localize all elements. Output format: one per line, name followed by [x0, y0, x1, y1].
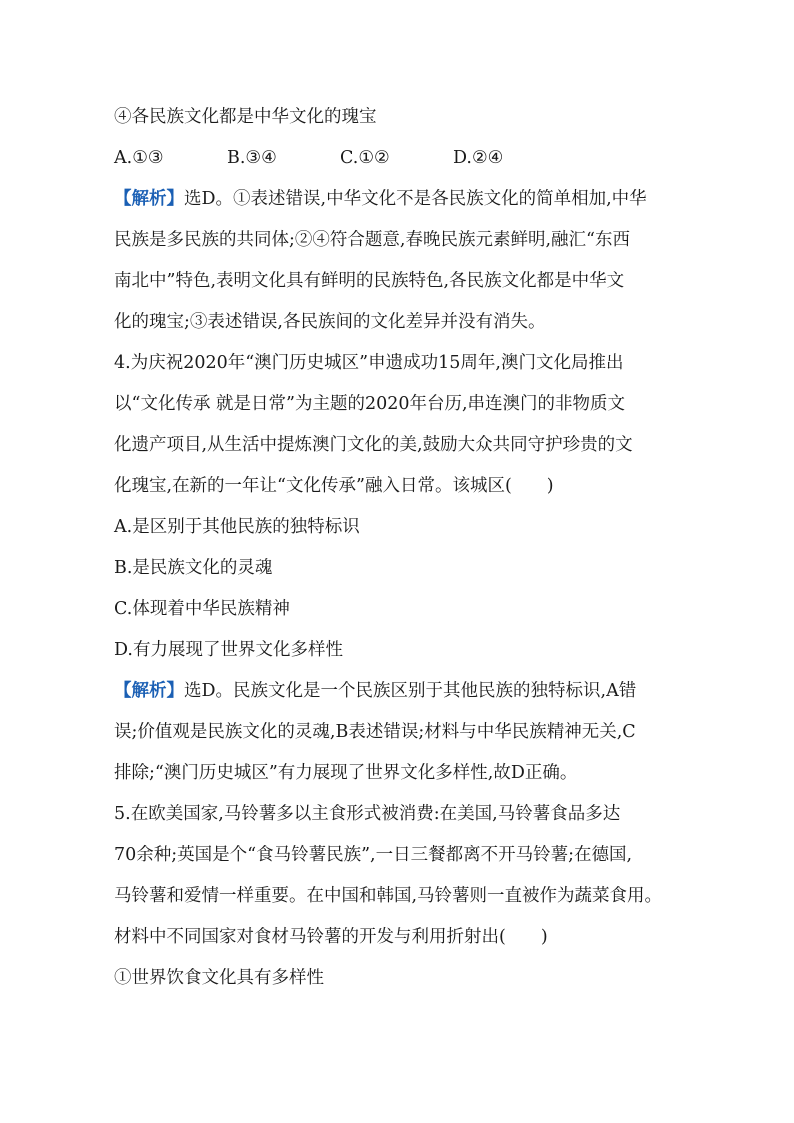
q3-analysis-text: 选D。①表述错误,中华文化不是各民族文化的简单相加,中华: [184, 189, 647, 209]
q5-item-1: ①世界饮食文化具有多样性: [114, 968, 324, 988]
q4-stem-line-1: 4.为庆祝2020年“澳门历史城区”申遗成功15周年,澳门文化局推出: [114, 353, 624, 373]
q4-option-c: C.体现着中华民族精神: [114, 599, 290, 619]
q3-option-d: D.②④: [453, 148, 504, 168]
q5-stem-line-3: 马铃薯和爱情一样重要。在中国和韩国,马铃薯则一直被作为蔬菜食用。: [114, 886, 663, 906]
q3-options: [114, 146, 503, 170]
q4-option-d: D.有力展现了世界文化多样性: [114, 640, 343, 660]
q4-stem-line-4: 化瑰宝,在新的一年让“文化传承”融入日常。该城区( ): [114, 476, 554, 496]
q4-analysis-text: 选D。民族文化是一个民族区别于其他民族的独特标识,A错: [184, 681, 637, 701]
q3-analysis-line-4: 化的瑰宝;③表述错误,各民族间的文化差异并没有消失。: [114, 312, 546, 332]
q3-analysis-line-2: 民族是多民族的共同体;②④符合题意,春晚民族元素鲜明,融汇“东西: [114, 230, 630, 250]
q4-stem-line-2: 以“文化传承 就是日常”为主题的2020年台历,串连澳门的非物质文: [114, 394, 626, 414]
q3-item-4: ④各民族文化都是中华文化的瑰宝: [114, 107, 377, 127]
q4-option-a: A.是区别于其他民族的独特标识: [114, 517, 360, 537]
q5-stem-line-4: 材料中不同国家对食材马铃薯的开发与利用折射出( ): [114, 927, 548, 947]
analysis-tag: 【解析】: [114, 681, 184, 701]
q4-analysis-line-2: 误;价值观是民族文化的灵魂,B表述错误;材料与中华民族精神无关,C: [114, 722, 636, 742]
q3-analysis-line-3: 南北中”特色,表明文化具有鲜明的民族特色,各民族文化都是中华文: [114, 271, 625, 291]
q3-option-b: B.③④: [227, 148, 277, 168]
q5-stem-line-2: 70余种;英国是个“食马铃薯民族”,一日三餐都离不开马铃薯;在德国,: [114, 845, 633, 865]
q5-stem-line-1: 5.在欧美国家,马铃薯多以主食形式被消费:在美国,马铃薯食品多达: [114, 804, 621, 824]
q4-stem-line-3: 化遗产项目,从生活中提炼澳门文化的美,鼓励大众共同守护珍贵的文: [114, 435, 633, 455]
q4-option-b: B.是民族文化的灵魂: [114, 558, 273, 578]
analysis-tag: 【解析】: [114, 189, 184, 209]
q3-option-c: C.①②: [340, 148, 390, 168]
q3-option-a: A.①③: [114, 148, 164, 168]
q4-analysis-line-1: [114, 679, 636, 703]
q3-analysis-line-1: [114, 187, 647, 211]
q4-analysis-line-3: 排除;“澳门历史城区”有力展现了世界文化多样性,故D正确。: [114, 763, 578, 783]
